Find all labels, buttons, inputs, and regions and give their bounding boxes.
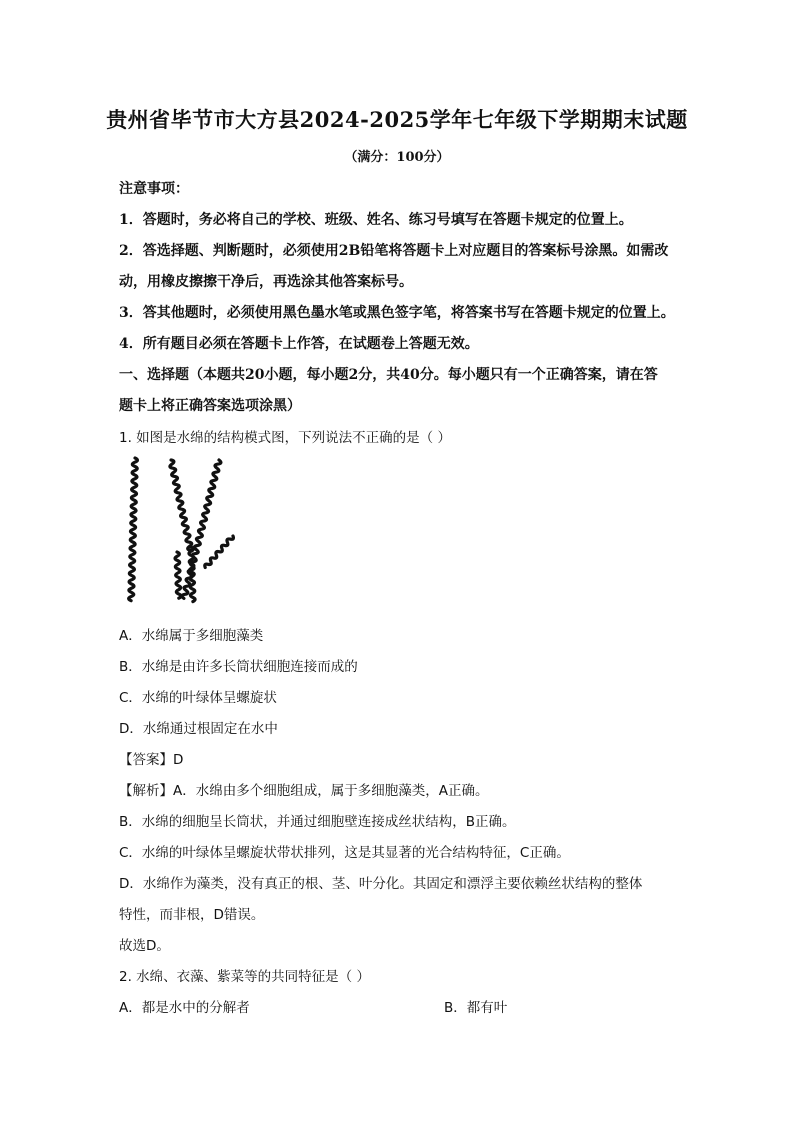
q1-analysis-line: C．水绵的叶绿体呈螺旋状带状排列，这是其显著的光合结构特征，C正确。 <box>119 845 570 861</box>
score-note: （满分：100分） <box>344 150 450 165</box>
q2-option-b: B．都有叶 <box>444 1000 508 1016</box>
spirogyra-figure <box>119 452 249 612</box>
q1-analysis-line: 特性，而非根，D错误。 <box>119 907 265 923</box>
filament-left <box>129 458 138 601</box>
q1-option-c: C．水绵的叶绿体呈螺旋状 <box>119 690 277 706</box>
section-heading-cont: 题卡上将正确答案选项涂黑） <box>119 398 301 414</box>
spirogyra-icon <box>119 452 249 612</box>
page-title: 贵州省毕节市大方县2024-2025学年七年级下学期期末试题 <box>106 107 688 132</box>
q1-conclusion: 故选D。 <box>119 938 170 954</box>
notice-item: 3．答其他题时，必须使用黑色墨水笔或黑色签字笔，将答案书写在答题卡规定的位置上。 <box>119 305 675 321</box>
q1-option-b: B．水绵是由许多长筒状细胞连接而成的 <box>119 659 358 675</box>
filament-middle <box>170 460 192 550</box>
q2-option-a: A．都是水中的分解者 <box>119 1000 250 1016</box>
notice-item: 2．答选择题、判断题时，必须使用2B铅笔将答题卡上对应题目的答案标号涂黑。如需改 <box>119 243 669 259</box>
question-2-stem: 2. 水绵、衣藻、紫菜等的共同特征是（ ） <box>119 969 370 985</box>
q1-option-d: D．水绵通过根固定在水中 <box>119 721 278 737</box>
notice-item: 1．答题时，务必将自己的学校、班级、姓名、练习号填写在答题卡规定的位置上。 <box>119 212 633 228</box>
q1-analysis-line: B．水绵的细胞呈长筒状，并通过细胞壁连接成丝状结构，B正确。 <box>119 814 516 830</box>
notice-heading: 注意事项： <box>119 181 189 197</box>
filament-branch-inner <box>175 552 181 598</box>
filament-branch-small <box>205 536 234 568</box>
question-1-stem: 1. 如图是水绵的结构模式图，下列说法不正确的是（ ） <box>119 430 451 446</box>
notice-item: 4．所有题目必须在答题卡上作答，在试题卷上答题无效。 <box>119 336 479 352</box>
q1-option-a: A．水绵属于多细胞藻类 <box>119 628 264 644</box>
notice-item: 动，用橡皮擦擦干净后，再选涂其他答案标号。 <box>119 274 413 290</box>
q1-analysis-line: 【解析】A．水绵由多个细胞组成，属于多细胞藻类，A正确。 <box>119 783 489 799</box>
section-heading: 一、选择题（本题共20小题，每小题2分，共40分。每小题只有一个正确答案，请在答 <box>119 367 658 383</box>
q1-answer: 【答案】D <box>119 752 184 768</box>
q1-analysis-line: D．水绵作为藻类，没有真正的根、茎、叶分化。其固定和漂浮主要依赖丝状结构的整体 <box>119 876 643 892</box>
